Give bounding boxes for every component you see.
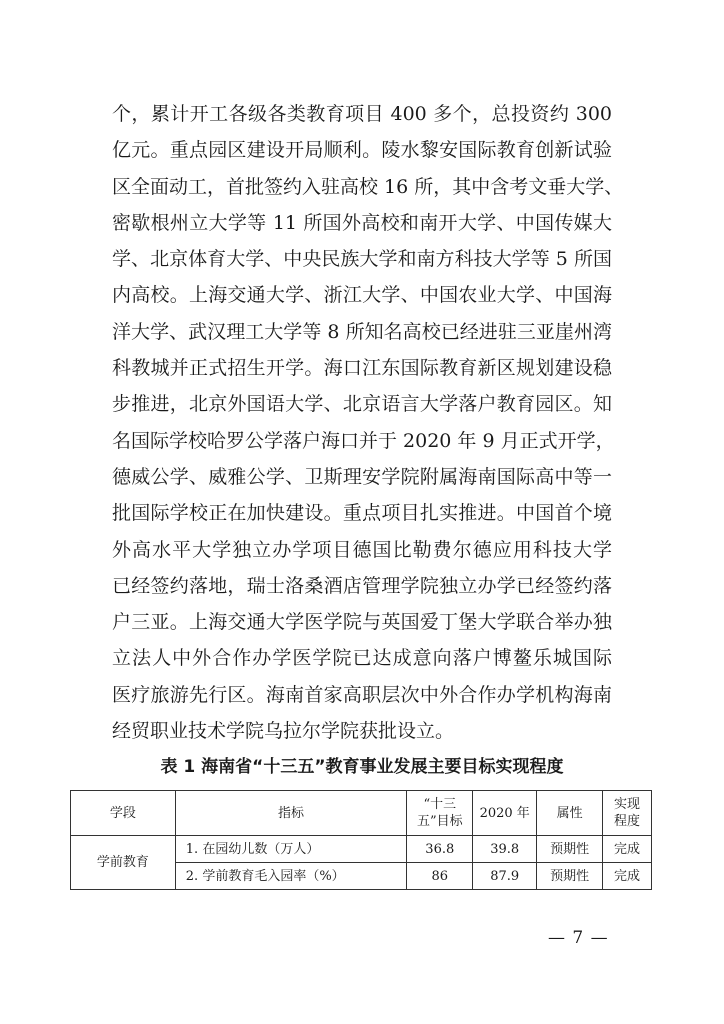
stage-cell: 学前教育 bbox=[71, 836, 176, 890]
body-line: 学、北京体育大学、中央民族大学和南方科技大学等 5 所国 bbox=[112, 248, 612, 271]
header-target-line1: “十三 bbox=[423, 797, 457, 812]
body-line: 洋大学、武汉理工大学等 8 所知名高校已经进驻三亚崖州湾 bbox=[112, 320, 612, 343]
status-cell: 完成 bbox=[603, 863, 652, 890]
header-indicator: 指标 bbox=[175, 791, 407, 836]
status-cell: 完成 bbox=[603, 836, 652, 863]
table-row bbox=[71, 836, 652, 863]
header-attr: 属性 bbox=[537, 791, 603, 836]
header-year: 2020 年 bbox=[473, 791, 537, 836]
body-line: 医疗旅游先行区。海南首家高职层次中外合作办学机构海南 bbox=[112, 683, 612, 706]
body-line: 步推进，北京外国语大学、北京语言大学落户教育园区。知 bbox=[112, 393, 612, 416]
table-title: 表 1 海南省“十三五”教育事业发展主要目标实现程度 bbox=[160, 757, 564, 777]
body-line: 户三亚。上海交通大学医学院与英国爱丁堡大学联合举办独 bbox=[112, 611, 612, 634]
body-line: 亿元。重点园区建设开局顺利。陵水黎安国际教育创新试验 bbox=[112, 139, 612, 162]
body-line: 科教城并正式招生开学。海口江东国际教育新区规划建设稳 bbox=[112, 357, 612, 380]
header-target-line2: 五”目标 bbox=[416, 814, 463, 829]
header-status-line1: 实现 bbox=[614, 797, 641, 812]
header-stage: 学段 bbox=[71, 791, 176, 836]
header-status-line2: 程度 bbox=[614, 814, 641, 829]
body-line: 立法人中外合作办学医学院已达成意向落户博鳌乐城国际 bbox=[112, 647, 612, 670]
header-status bbox=[603, 791, 652, 836]
body-line: 内高校。上海交通大学、浙江大学、中国农业大学、中国海 bbox=[112, 284, 612, 307]
actual-cell: 39.8 bbox=[473, 836, 537, 863]
target-cell: 36.8 bbox=[407, 836, 473, 863]
education-target-table bbox=[70, 790, 652, 890]
body-line: 已经签约落地，瑞士洛桑酒店管理学院独立办学已经签约落 bbox=[112, 574, 612, 597]
body-line: 个，累计开工各级各类教育项目 400 多个，总投资约 300 bbox=[112, 103, 612, 125]
body-line: 外高水平大学独立办学项目德国比勒费尔德应用科技大学 bbox=[112, 538, 612, 561]
body-line: 经贸职业技术学院乌拉尔学院获批设立。 bbox=[112, 720, 455, 743]
indicator-cell: 2. 学前教育毛入园率（%） bbox=[175, 863, 407, 890]
body-line: 批国际学校正在加快建设。重点项目扎实推进。中国首个境 bbox=[112, 502, 612, 525]
page-number: — 7 — bbox=[548, 928, 609, 948]
attr-cell: 预期性 bbox=[537, 836, 603, 863]
indicator-cell: 1. 在园幼儿数（万人） bbox=[175, 836, 407, 863]
body-line: 德威公学、威雅公学、卫斯理安学院附属海南国际高中等一 bbox=[112, 465, 612, 488]
body-line: 密歇根州立大学等 11 所国外高校和南开大学、中国传媒大 bbox=[112, 211, 612, 234]
body-text bbox=[112, 96, 624, 749]
actual-cell: 87.9 bbox=[473, 863, 537, 890]
body-line: 名国际学校哈罗公学落户海口并于 2020 年 9 月正式开学， bbox=[112, 429, 615, 452]
table-header-row bbox=[71, 791, 652, 836]
attr-cell: 预期性 bbox=[537, 863, 603, 890]
header-target bbox=[407, 791, 473, 836]
body-line: 区全面动工，首批签约入驻高校 16 所，其中含考文垂大学、 bbox=[112, 175, 624, 198]
target-cell: 86 bbox=[407, 863, 473, 890]
